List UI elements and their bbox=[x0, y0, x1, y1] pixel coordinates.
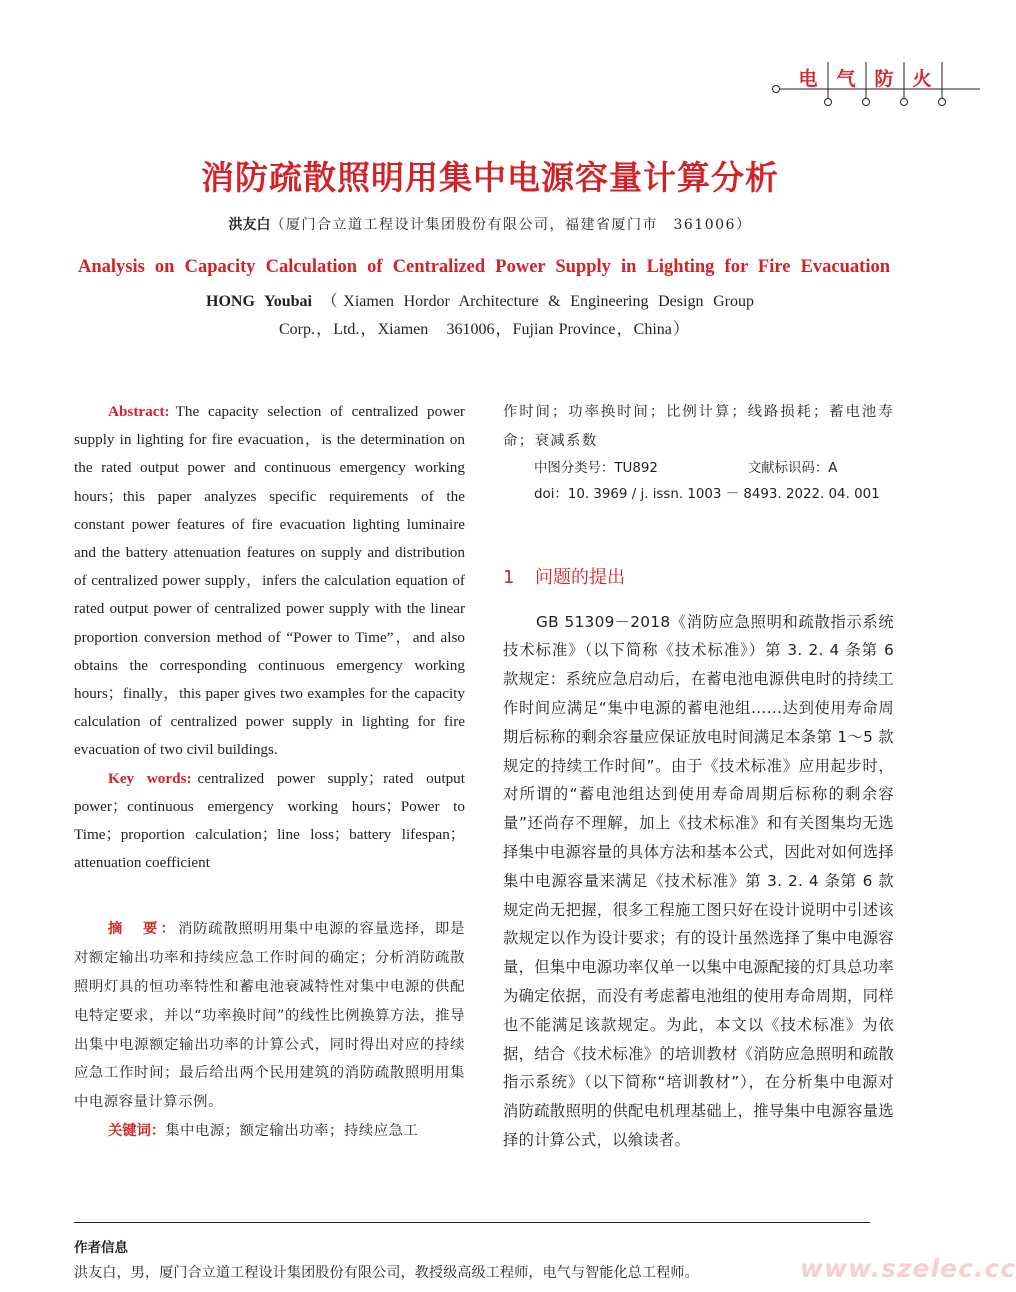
keywords-cn-label: 关键词： bbox=[108, 1123, 166, 1140]
keywords-en bbox=[74, 765, 465, 878]
doi-value: 10. 3969 / j. issn. 1003 － 8493. 2022. 04. 001 bbox=[567, 486, 880, 502]
section-body: GB 51309－2018《消防应急照明和疏散指示系统技术标准》（以下简称《技术标准》）第 3. 2. 4 条第 6 款规定：系统应急启动后，在蓄电池电源供电时的持续工作时间应满足“集中电源的蓄电池组……达到使用寿命周期后标称的剩余容量应保证放电时间满足本条第 1～5 款规定的持续工作时间”。由于《技术标准》应用起步时，对所谓的“蓄电池组达到使用寿命周期后标称的剩余容量”还尚存不理解，加上《技术标准》和有关图集均无选择集中电源容量的具体方法和基本公式，因此对如何选择集中电源容量来满足《技术标准》第 3. 2. 4 条第 6 款规定尚无把握，很多工程施工图只好在设计说明中引述该款规定以作为设计要求；有的设计虽然选择了集中电源容量，但集中电源功率仅单一以集中电源配接的灯具总功率为确定依据，而没有考虑蓄电池组的使用寿命周期，同样也不能满足该款规定。为此，本文以《技术标准》为依据，结合《技术标准》的培训教材《消防应急照明和疏散指示系统》（以下简称“培训教材”），在分析集中电源对消防疏散照明的供配电机理基础上，推导集中电源容量选择的计算公式，以飨读者。 bbox=[503, 612, 894, 1149]
clc-value: TU892 bbox=[614, 460, 658, 476]
keywords-cn-continued: 作时间；功率换时间；比例计算；线路损耗；蓄电池寿命；衰减系数 bbox=[503, 404, 894, 449]
column-header-char: 火 bbox=[912, 68, 932, 90]
abstract-en-label: Abstract: bbox=[108, 403, 170, 420]
keywords-en-label: Key words: bbox=[108, 769, 192, 787]
author-line-en bbox=[206, 288, 754, 311]
abstract-en-text: The capacity selection of centralized power supply in lighting for fire evacuation，is the determination on the rated output power and continuous emergency working hours；this paper analyzes specific requirements of the constant power features of fire evacuation lighting luminaire and the battery attenuation features on supply and distribution of centralized power supply，infers the calculation equation of rated output power of centralized power supply with the linear proportion conversion method of “Power to Time”，and also obtains the corresponding continuous emergency working hours；finally，this paper gives two examples for the capacity calculation of centralized power supply in lighting for fire evacuation of two civil buildings. bbox=[74, 403, 465, 759]
section-heading bbox=[503, 563, 894, 589]
clc-label: 中图分类号： bbox=[534, 460, 615, 476]
author-affiliation-en-line2: Corp.，Ltd.，Xiamen 361006，Fujian Province，China） bbox=[279, 321, 689, 338]
section-number: 1 bbox=[503, 566, 515, 588]
author-name-cn: 洪友白 bbox=[228, 217, 271, 233]
author-affiliation-en-line1: （Xiamen Hordor Architecture & Engineering Design Group bbox=[321, 293, 754, 310]
author-info-text: 洪友白，男，厦门合立道工程设计集团股份有限公司，教授级高级工程师，电气与智能化总工程师。 bbox=[74, 1265, 699, 1281]
column-header-char: 气 bbox=[836, 68, 856, 90]
watermark: www.szelec.cc bbox=[800, 1254, 1016, 1283]
author-line-cn bbox=[0, 214, 980, 234]
section-title: 问题的提出 bbox=[535, 566, 625, 588]
keywords-cn bbox=[74, 1117, 465, 1146]
classification-row bbox=[534, 456, 894, 482]
author-name-en: HONG Youbai bbox=[206, 293, 312, 310]
abstract-cn-label: 摘 要： bbox=[108, 921, 179, 938]
right-column bbox=[503, 398, 894, 1155]
column-header-char: 防 bbox=[874, 68, 894, 90]
doi-row bbox=[534, 482, 894, 508]
abstract-cn-text: 消防疏散照明用集中电源的容量选择，即是对额定输出功率和持续应急工作时间的确定；分析消防疏散照明灯具的恒功率特性和蓄电池衰减特性对集中电源的供配电特定要求，并以“功率换时间”的线性比例换算方法，推导出集中电源额定输出功率的计算公式，同时得出对应的持续应急工作时间；最后给出两个民用建筑的消防疏散照明用集中电源容量计算示例。 bbox=[74, 921, 466, 1111]
column-header bbox=[770, 62, 980, 112]
author-info-title: 作者信息 bbox=[74, 1240, 128, 1256]
abstract-en bbox=[74, 398, 465, 765]
doc-code-value: A bbox=[828, 460, 838, 476]
keywords-en-text: centralized power supply；rated output power；continuous emergency working hours；Power to Time；proportion calculation；line loss；battery lifespan；attenuation coefficient bbox=[74, 769, 465, 872]
keywords-cn-text-part1: 集中电源；额定输出功率；持续应急工 bbox=[165, 1123, 419, 1140]
column-header-char: 电 bbox=[798, 68, 818, 90]
left-column bbox=[74, 398, 465, 1146]
paper-title-cn: 消防疏散照明用集中电源容量计算分析 bbox=[201, 158, 779, 197]
author-affiliation-cn: （厦门合立道工程设计集团股份有限公司，福建省厦门市 361006） bbox=[270, 217, 752, 233]
footer-divider bbox=[74, 1222, 870, 1223]
abstract-cn bbox=[74, 915, 465, 1117]
paper-title-en: Analysis on Capacity Calculation of Centralized Power Supply in Lighting for Fire Evacuation bbox=[78, 257, 890, 277]
doc-code-label: 文献标识码： bbox=[747, 460, 829, 476]
doi-label: doi： bbox=[534, 486, 568, 502]
